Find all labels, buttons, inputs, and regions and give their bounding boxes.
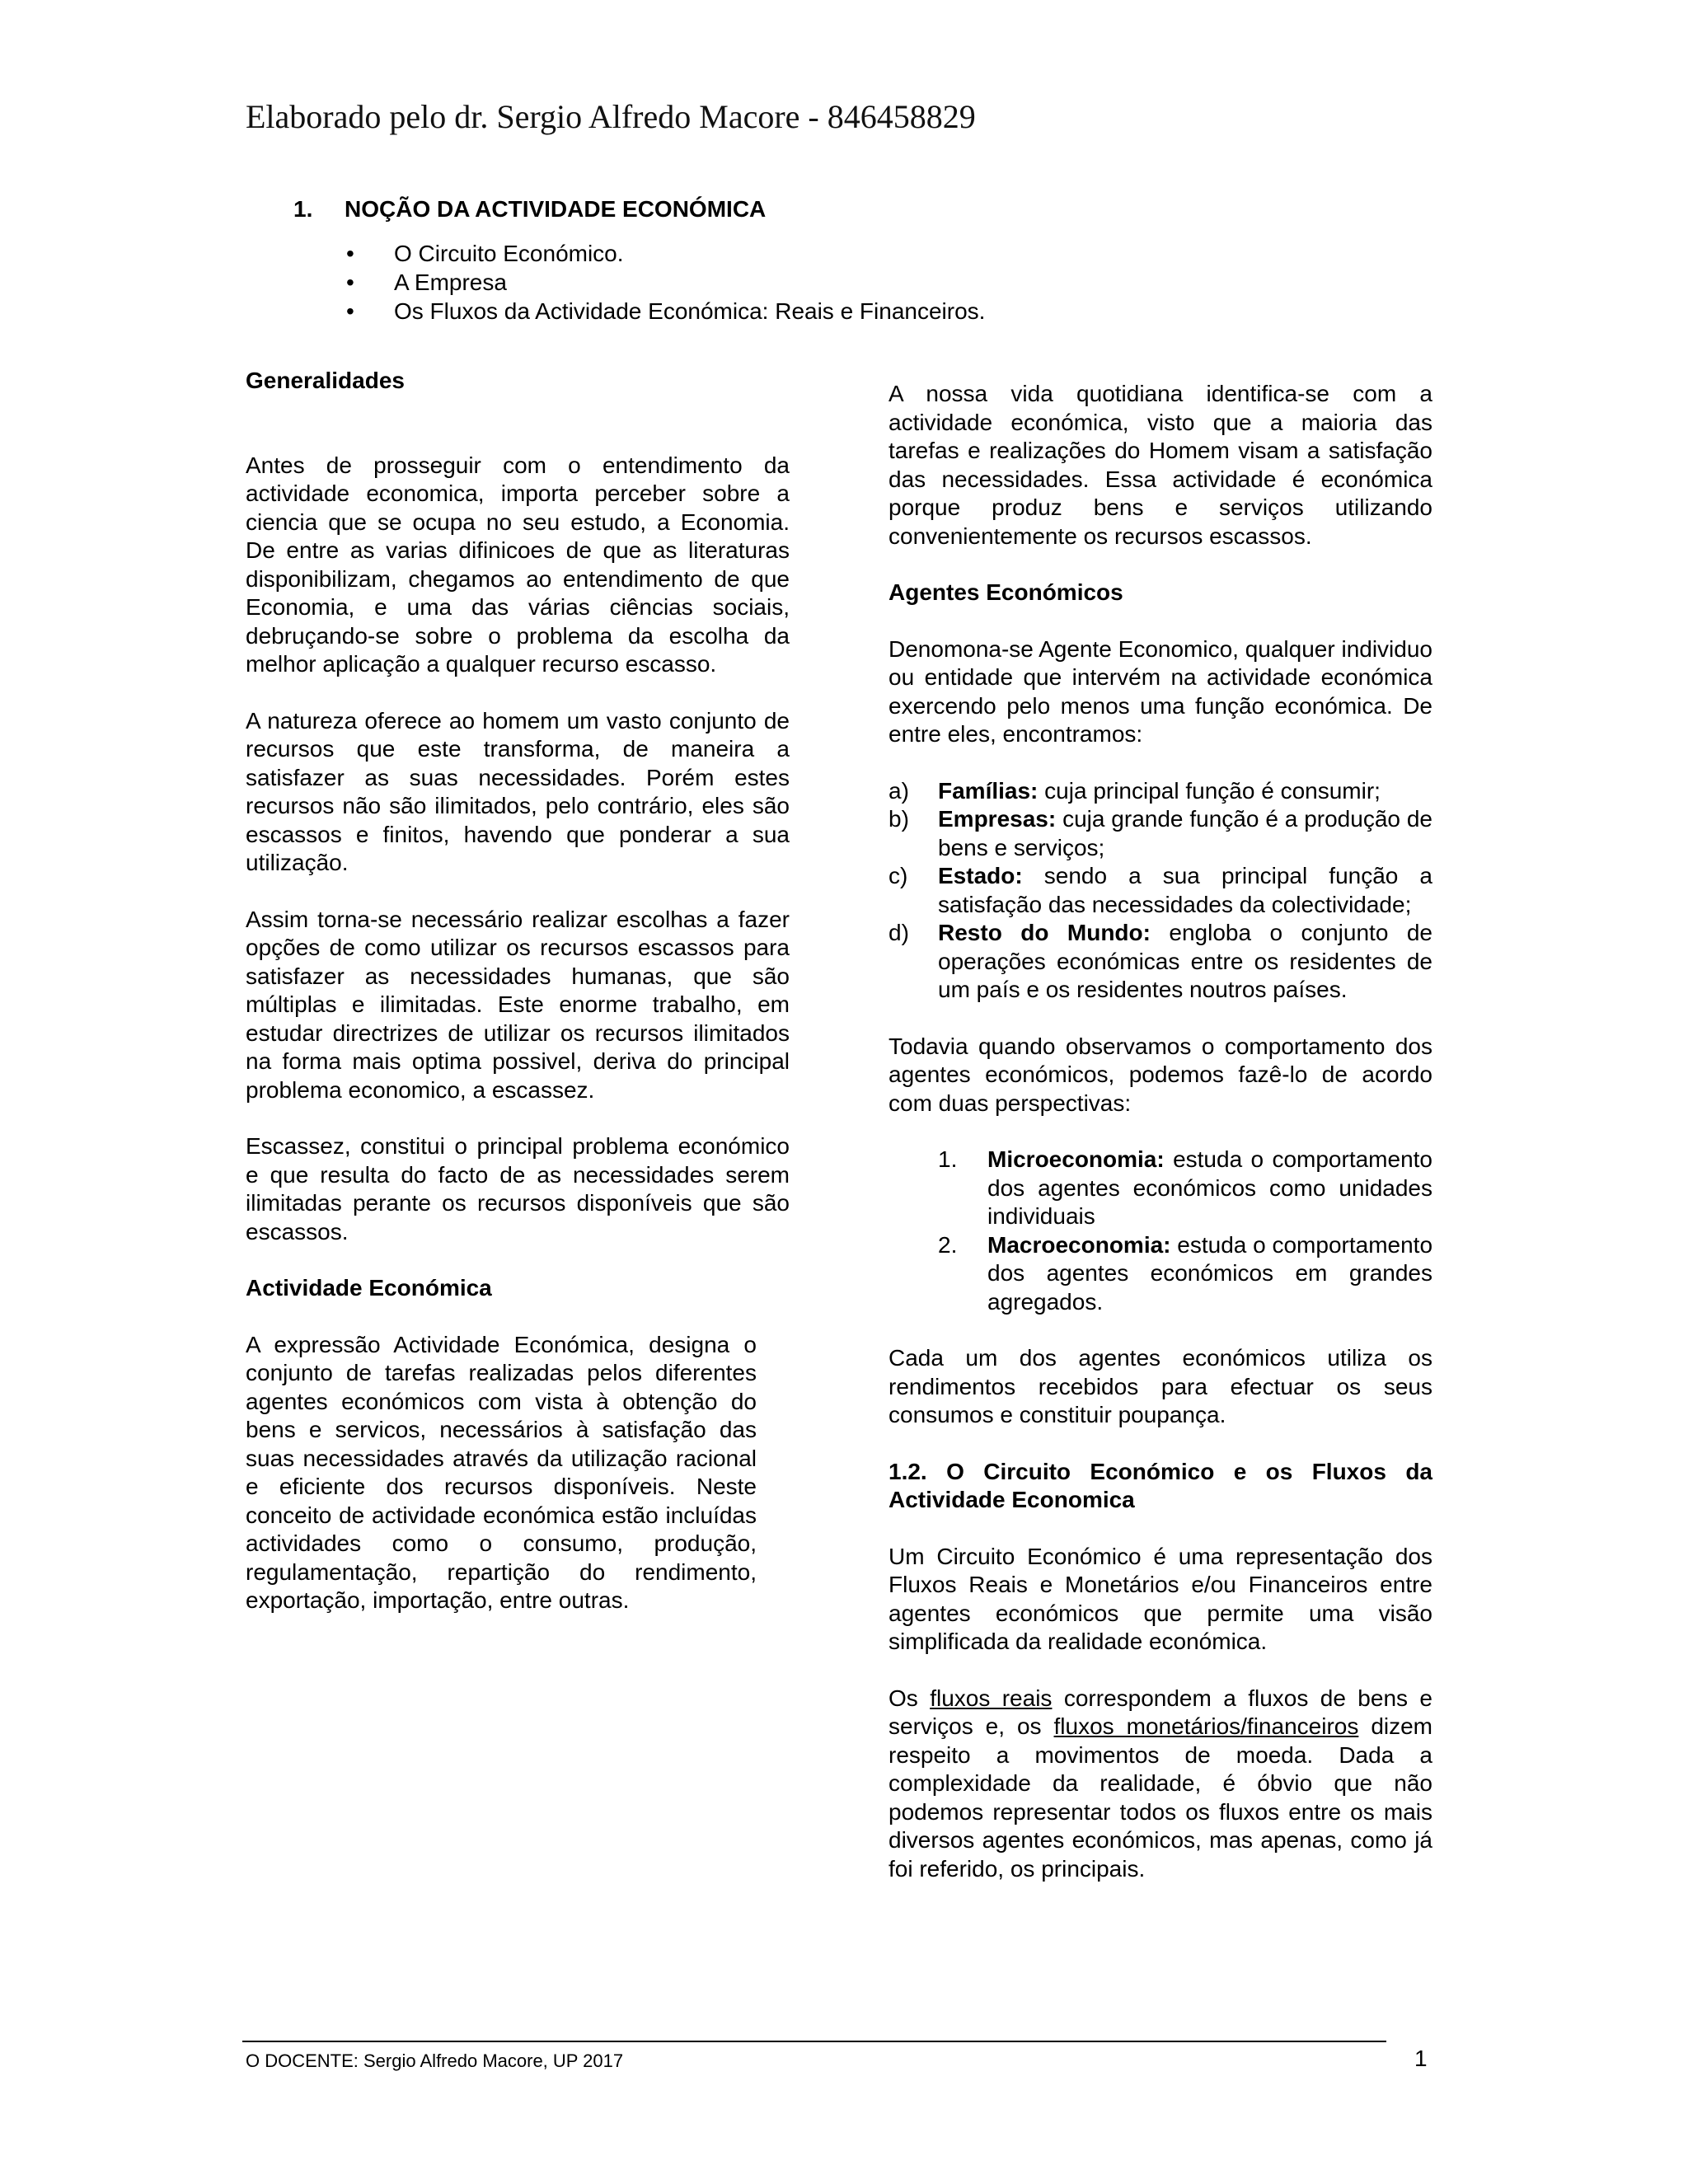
paragraph: Um Circuito Económico é uma representação dos Fluxos Reais e Monetários e/ou Financeiros entre agentes económicos que permite uma visão simplificada da realidade económica. <box>889 1543 1432 1654</box>
section-number: 1. <box>293 196 313 222</box>
paragraph: Denomona-se Agente Economico, qualquer individuo ou entidade que intervém na actividade económica exercendo pelo menos uma função económica. De entre eles, encontramos: <box>889 635 1432 747</box>
footer-divider <box>242 2041 1386 2042</box>
page-number: 1 <box>1414 2046 1428 2071</box>
list-item: d) Resto do Mundo: engloba o conjunto de operações económicas entre os residentes de um país e os residentes noutros países. <box>889 920 1432 1002</box>
paragraph: Todavia quando observamos o comportamento dos agentes económicos, podemos fazê-lo de acordo com duas perspectivas: <box>889 1033 1432 1116</box>
perspectives-list <box>889 1146 1432 1316</box>
list-item: 2. Macroeconomia: estuda o comportamento dos agentes económicos em grandes agregados. <box>938 1231 1433 1315</box>
list-item: c) Estado: sendo a sua principal função a satisfação das necessidades da colectividade; <box>889 863 1432 917</box>
paragraph: Os fluxos reais correspondem a fluxos de bens e serviços e, os fluxos monetários/financeiros dizem respeito a movimentos de moeda. Dada a complexidade da realidade, é óbvio que não podemos representar todos os fluxos entre os mais diversos agentes económicos, mas apenas, como já foi referido, os principais. <box>889 1685 1433 1882</box>
section-title <box>293 196 766 223</box>
topic-list <box>346 239 985 326</box>
term-fluxos-monetarios: fluxos monetários/financeiros <box>1053 1713 1359 1739</box>
paragraph: Cada um dos agentes económicos utiliza os rendimentos recebidos para efectuar os seus consumos e constituir poupança. <box>889 1345 1432 1427</box>
term-fluxos-reais: fluxos reais <box>930 1685 1053 1711</box>
right-column <box>889 380 1432 1911</box>
list-item: 1. Microeconomia: estuda o comportamento dos agentes económicos como unidades individuais <box>938 1146 1432 1229</box>
footer-text: O DOCENTE: Sergio Alfredo Macore, UP 2017 <box>246 2050 624 2071</box>
paragraph: Escassez, constitui o principal problema económico e que resulta do facto de as necessidades serem ilimitadas perante os recursos disponíveis que são escassos. <box>246 1133 790 1244</box>
heading-circuito: 1.2. O Circuito Económico e os Fluxos da Actividade Economica <box>889 1458 1432 1512</box>
paragraph: A nossa vida quotidiana identifica-se com a actividade económica, visto que a maioria das tarefas e realizações do Homem visam a satisfação das necessidades. Essa actividade é económica porque produz bens e serviços utilizando convenientemente os recursos escassos. <box>889 381 1432 549</box>
agents-list <box>889 777 1432 1005</box>
section-title-text: NOÇÃO DA ACTIVIDADE ECONÓMICA <box>345 196 767 222</box>
page-header: Elaborado pelo dr. Sergio Alfredo Macore - 846458829 <box>246 98 976 135</box>
bullet-icon: • <box>346 269 354 295</box>
list-item: b) Empresas: cuja grande função é a produção de bens e serviços; <box>889 806 1432 860</box>
left-column <box>246 367 790 1643</box>
paragraph: A expressão Actividade Económica, designa o conjunto de tarefas realizadas pelos diferentes agentes económicos com vista à obtenção do bens e servicos, necessários à satisfação das suas necessidades através da utilização racional e eficiente dos recursos disponíveis. Neste conceito de actividade económica estão incluídas actividades como o consumo, produção, regulamentação, repartição do rendimento, exportação, importação, entre outras. <box>246 1331 757 1613</box>
heading-generalidades: Generalidades <box>246 368 405 393</box>
list-item: a) Famílias: cuja principal função é consumir; <box>889 777 1381 804</box>
heading-actividade: Actividade Económica <box>246 1275 492 1301</box>
bullet-icon: • <box>346 298 354 324</box>
heading-agentes: Agentes Económicos <box>889 579 1123 605</box>
list-item: • O Circuito Económico. <box>346 241 624 266</box>
bullet-icon: • <box>346 241 354 266</box>
list-item: • A Empresa <box>346 269 507 295</box>
list-item: • Os Fluxos da Actividade Económica: Reais e Financeiros. <box>346 298 986 324</box>
paragraph: A natureza oferece ao homem um vasto conjunto de recursos que este transforma, de maneira a satisfazer as suas necessidades. Porém estes recursos não são ilimitados, pelo contrário, eles são escassos e finitos, havendo que ponderar a sua utilização. <box>246 707 790 875</box>
paragraph: Antes de prosseguir com o entendimento da actividade economica, importa perceber sobre a ciencia que se ocupa no seu estudo, a Economia. De entre as varias difinicoes de que as literaturas disponibilizam, chegamos ao entendimento de que Economia, e uma das várias ciências sociais, debruçando-se sobre o problema da escolha da melhor aplicação a qualquer recurso escasso. <box>246 452 790 677</box>
paragraph: Assim torna-se necessário realizar escolhas a fazer opções de como utilizar os recursos escassos para satisfazer as necessidades humanas, que são múltiplas e ilimitadas. Este enorme trabalho, em estudar directrizes de utilizar os recursos ilimitados na forma mais optima possivel, deriva do principal problema economico, a escassez. <box>246 906 790 1103</box>
